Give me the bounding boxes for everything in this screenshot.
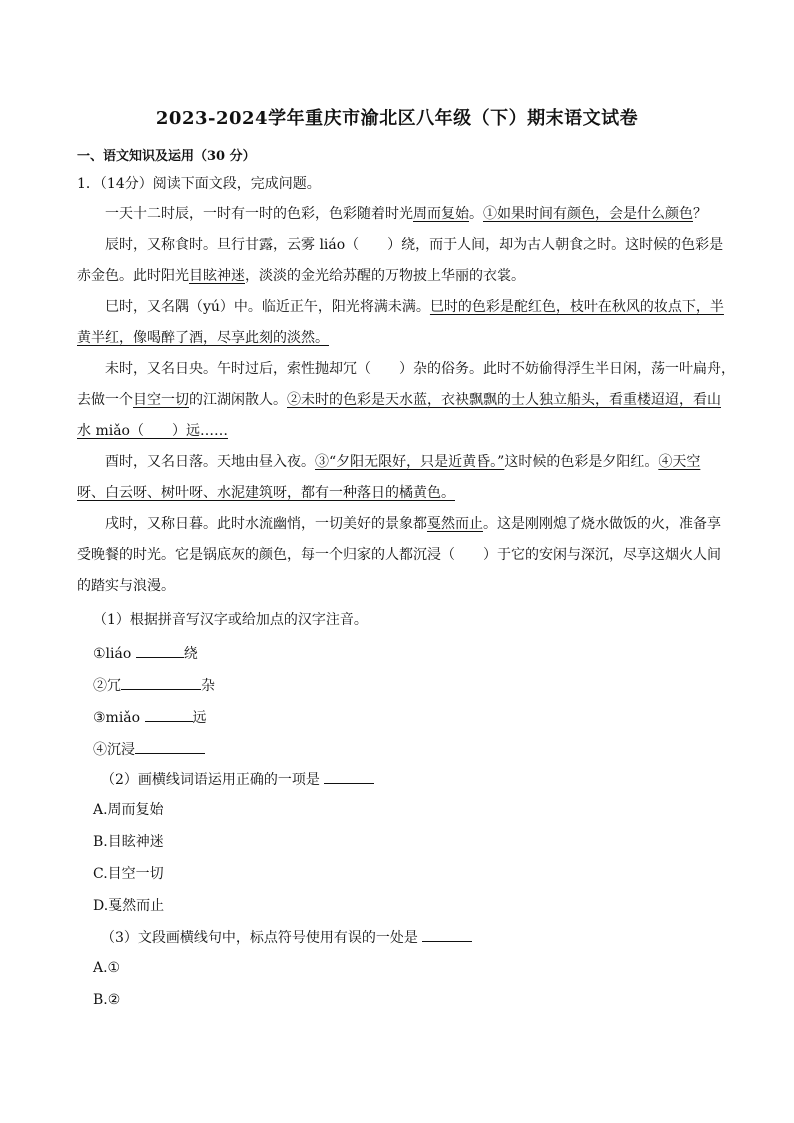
page-title: 2023-2024学年重庆市渝北区八年级（下）期末语文试卷 [155,108,639,129]
passage-para-1: 一天十二时辰，一时有一时的色彩，色彩随着时光周而复始。①如果时间有颜色，会是什么颜色？ [105,206,707,222]
passage-para-2-line-2: 赤金色。此时阳光目眩神迷，淡淡的金光给苏醒的万物披上华丽的衣裳。 [77,268,525,284]
passage-para-3-line-1: 巳时，又名隅（yú）中。临近正午，阳光将满未满。巳时的色彩是酡红色，枝叶在秋风的妆点下，半 [105,299,724,315]
underlined-sentence: 巳时的色彩是酡红色，枝叶在秋风的妆点下，半 [429,299,724,315]
passage-para-4-line-3: 水 miǎo（ ）远…… [77,423,228,439]
underlined-sentence-3: ③“夕阳无限好，只是近黄昏。” [315,454,505,470]
passage-para-2-line-1: 辰时，又称食时。旦行甘露，云雾 liáo（ ）绕，而于人间，却为古人朝食之时。这时候的色彩是 [105,237,724,253]
passage-para-4-line-2: 去做一个目空一切的江湖闲散人。②未时的色彩是天水蓝，衣袂飘飘的士人独立船头，看重楼迢迢，看山 [77,392,721,408]
answer-blank[interactable] [324,769,374,784]
underlined-sentence-4: ④天空 [658,454,701,470]
answer-item-1: ①liáo 绕 [93,643,198,663]
answer-blank[interactable] [135,739,205,754]
option-a[interactable]: A.① [93,960,121,976]
passage-para-3-line-2: 黄半红，像喝醉了酒，尽享此刻的淡然。 [77,330,329,346]
sub-question-2-prompt: （2）画横线词语运用正确的一项是 [101,769,374,789]
answer-item-3: ③miǎo 远 [93,707,207,727]
sub-question-1-prompt: （1）根据拼音写汉字或给加点的汉字注音。 [93,612,368,628]
underlined-sentence-1: ①如果时间有颜色，会是什么颜色 [483,206,693,222]
answer-blank[interactable] [145,707,193,722]
underlined-word: 目空一切 [133,392,189,408]
sub-question-3-prompt: （3）文段画横线句中，标点符号使用有误的一处是 [101,927,472,947]
underlined-word: 戛然而止 [427,516,483,532]
answer-blank[interactable] [422,927,472,942]
passage-para-6-line-1: 戌时，又称日暮。此时水流幽悄，一切美好的景象都戛然而止。这是刚刚熄了烧水做饭的火，准备享 [105,516,721,532]
option-b[interactable]: B.目眩神迷 [93,834,164,850]
answer-blank[interactable] [136,643,184,658]
option-b[interactable]: B.② [93,992,121,1008]
passage-para-6-line-3: 的踏实与浪漫。 [77,578,175,594]
option-a[interactable]: A.周而复始 [93,802,164,818]
passage-para-5-line-2: 呀、白云呀、树叶呀、水泥建筑呀，都有一种落日的橘黄色。 [77,485,455,501]
section-heading: 一、语文知识及运用（30 分） [77,149,256,164]
underlined-word: 目眩神迷 [189,268,245,284]
option-c[interactable]: C.目空一切 [93,866,164,882]
passage-para-4-line-1: 未时，又名日央。午时过后，索性抛却冗（ ）杂的俗务。此时不妨偷得浮生半日闲，荡一叶扁舟， [105,361,735,377]
answer-blank[interactable] [121,675,201,690]
answer-item-4: ④沉浸 [93,739,205,759]
question-stem: 1．（14分）阅读下面文段，完成问题。 [77,176,321,192]
answer-item-2: ②冗 杂 [93,675,215,695]
passage-para-6-line-2: 受晚餐的时光。它是锅底灰的颜色，每一个归家的人都沉浸（ ）于它的安闲与深沉，尽享这烟火人间 [77,547,721,563]
underlined-word: 周而复始 [413,206,469,222]
option-d[interactable]: D.戛然而止 [93,898,165,914]
underlined-sentence-2: ②未时的色彩是天水蓝，衣袂飘飘的士人独立船头，看重楼迢迢，看山 [287,392,721,408]
passage-para-5-line-1: 酉时，又名日落。天地由昼入夜。③“夕阳无限好，只是近黄昏。”这时候的色彩是夕阳红。④天空 [105,454,701,470]
